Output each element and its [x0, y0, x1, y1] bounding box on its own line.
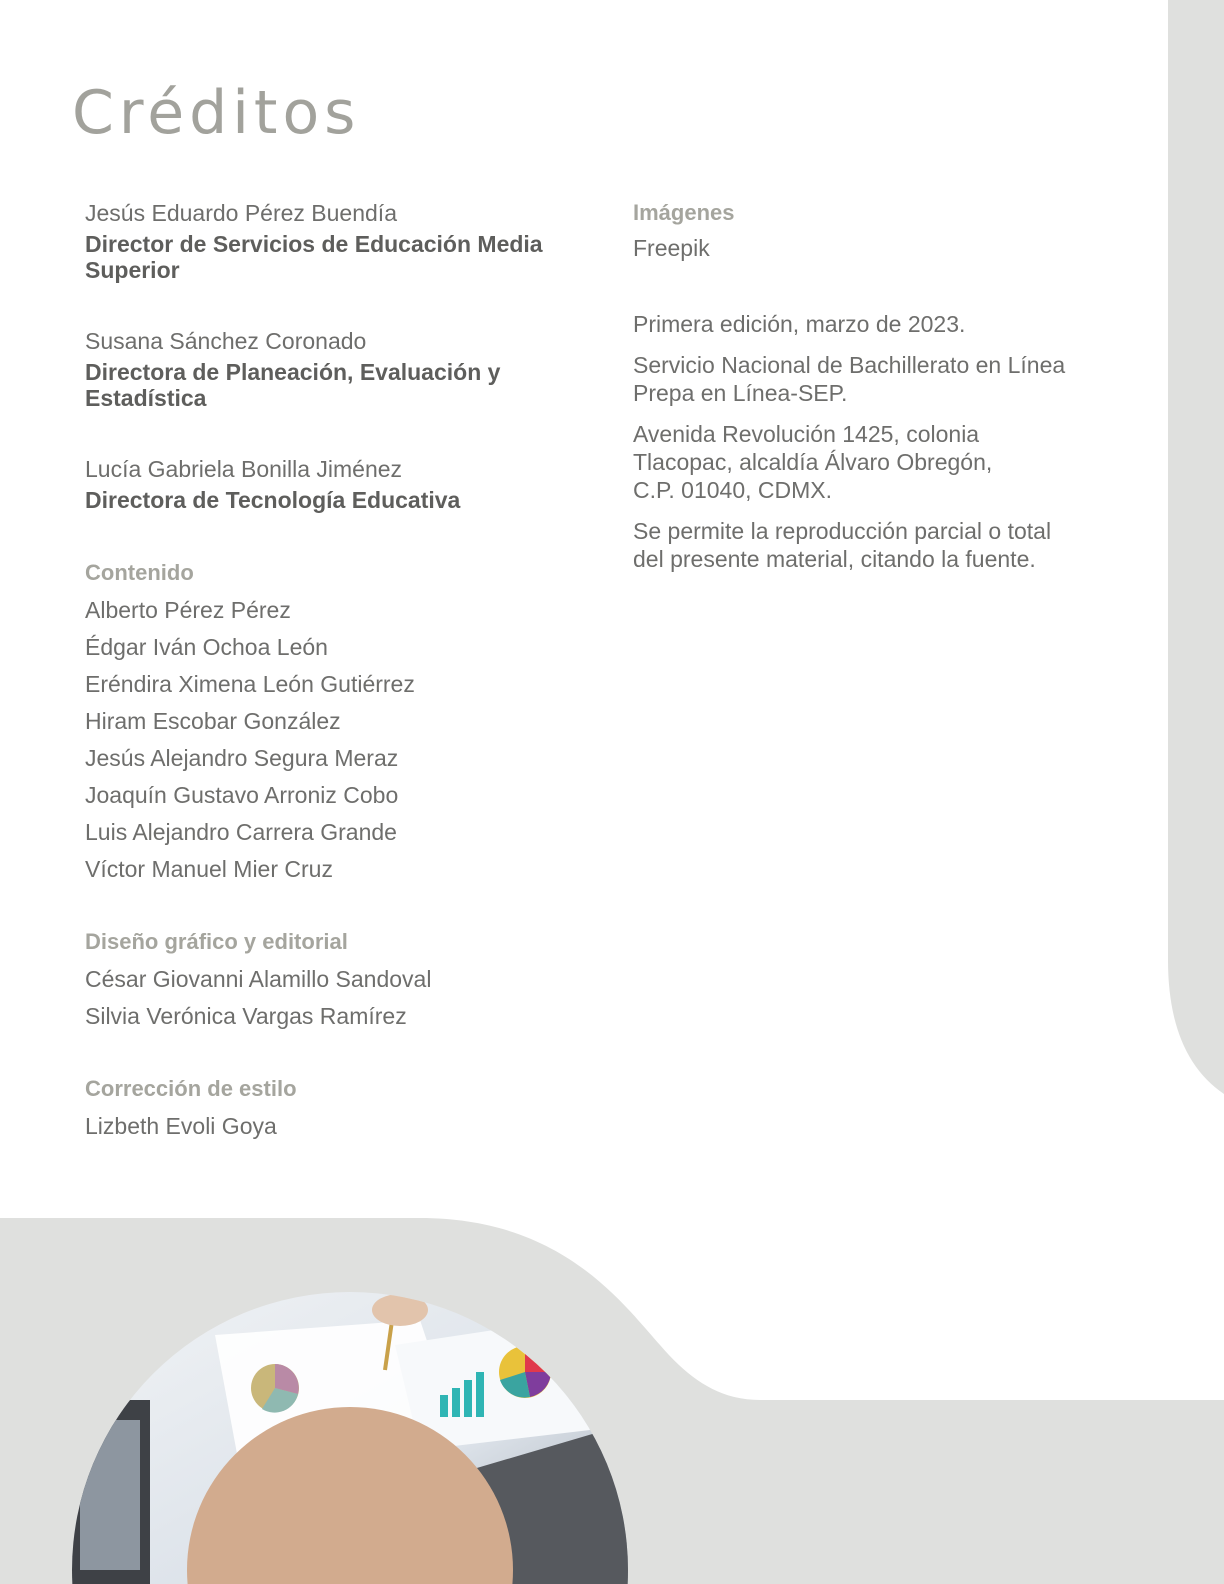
- section-heading: Corrección de estilo: [85, 1076, 297, 1101]
- section-diseno: [85, 928, 555, 1035]
- address-text: Avenida Revolución 1425, colonia Tlacopac, alcaldía Álvaro Obregón, C.P. 01040, CDMX.: [633, 421, 993, 503]
- license-text: Se permite la reproducción parcial o total del presente material, citando la fuente.: [633, 518, 1052, 572]
- official-entry: [85, 327, 555, 411]
- official-role: Directora de Tecnología Educativa: [85, 487, 461, 513]
- contributor-name: Silvia Verónica Vargas Ramírez: [85, 1003, 407, 1029]
- page-title: Créditos: [72, 78, 361, 148]
- contributor-name: Víctor Manuel Mier Cruz: [85, 856, 333, 882]
- contributor-list: [85, 961, 555, 1035]
- official-entry: [85, 455, 555, 513]
- contributor-list: [85, 592, 555, 888]
- contributor-name: Lizbeth Evoli Goya: [85, 1113, 277, 1139]
- contributor-name: Luis Alejandro Carrera Grande: [85, 819, 397, 845]
- contributor-list: [85, 1108, 555, 1145]
- official-name: Jesús Eduardo Pérez Buendía: [85, 200, 397, 226]
- official-name: Susana Sánchez Coronado: [85, 328, 367, 354]
- contributor-name: Édgar Iván Ochoa León: [85, 634, 328, 660]
- official-name: Lucía Gabriela Bonilla Jiménez: [85, 456, 403, 482]
- section-heading: Diseño gráfico y editorial: [85, 929, 348, 954]
- official-role: Director de Servicios de Educación Media Superior: [85, 231, 543, 283]
- publisher-text: Servicio Nacional de Bachillerato en Línea Prepa en Línea-SEP.: [633, 352, 1066, 406]
- section-heading: Contenido: [85, 560, 194, 585]
- contributor-name: César Giovanni Alamillo Sandoval: [85, 966, 432, 992]
- official-entry: [85, 199, 555, 283]
- credits-right-column: [633, 199, 1153, 586]
- contributor-name: Alberto Pérez Pérez: [85, 597, 291, 623]
- section-correccion: [85, 1075, 555, 1145]
- edition-text: Primera edición, marzo de 2023.: [633, 311, 966, 337]
- images-credit-value: Freepik: [633, 235, 710, 261]
- official-role: Directora de Planeación, Evaluación y Estadística: [85, 359, 501, 411]
- section-contenido: [85, 559, 555, 888]
- contributor-name: Hiram Escobar González: [85, 708, 341, 734]
- contributor-name: Joaquín Gustavo Arroniz Cobo: [85, 782, 399, 808]
- contributor-name: Eréndira Ximena León Gutiérrez: [85, 671, 415, 697]
- contributor-name: Jesús Alejandro Segura Meraz: [85, 745, 399, 771]
- credits-left-column: [85, 199, 555, 1185]
- images-credit-heading: Imágenes: [633, 200, 735, 225]
- right-edge-shape: [1168, 0, 1224, 1094]
